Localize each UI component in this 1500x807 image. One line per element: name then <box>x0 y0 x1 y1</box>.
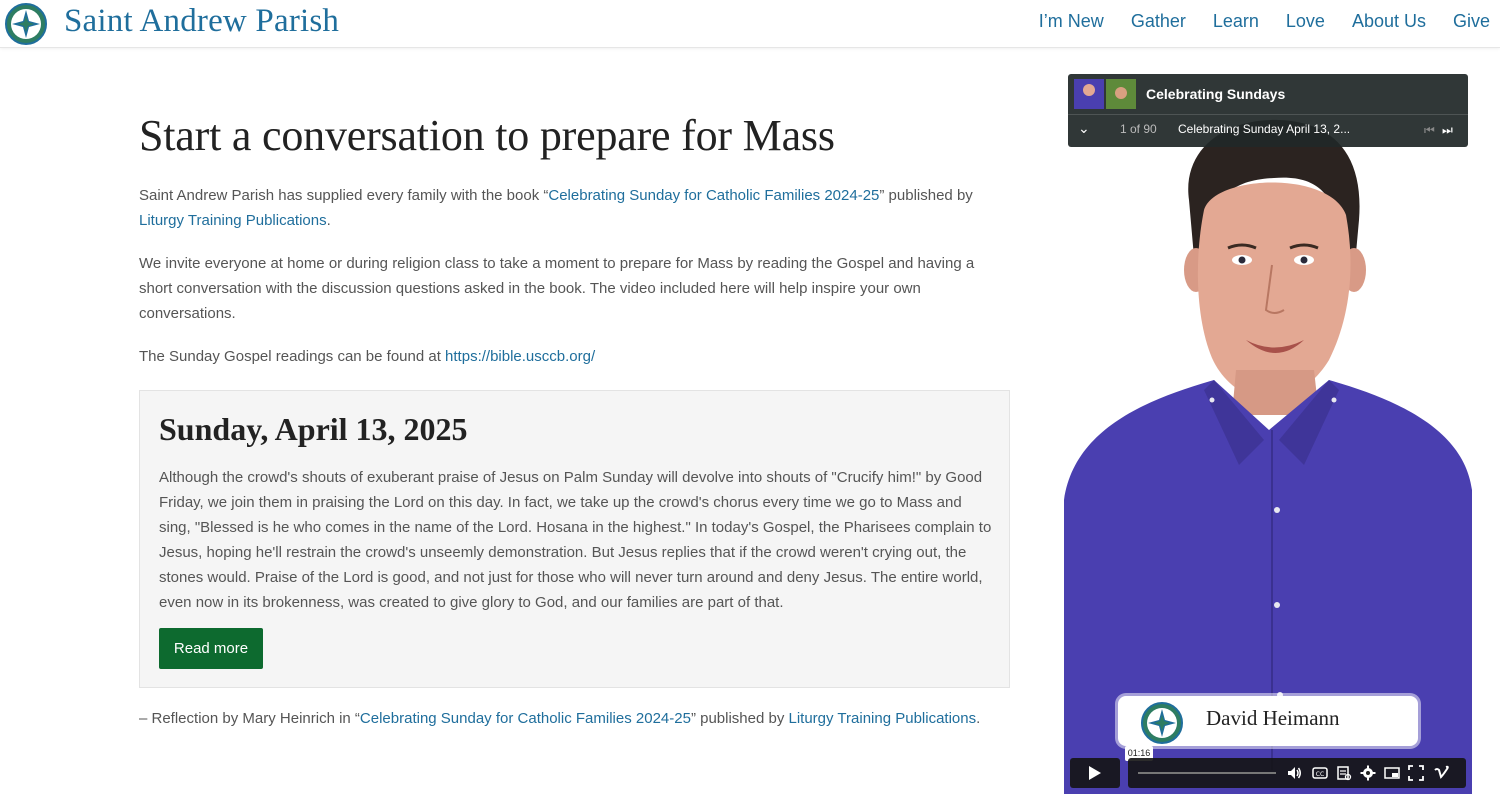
attribution-text-a: – Reflection by Mary Heinrich in “ <box>139 710 360 727</box>
reflection-date: Sunday, April 13, 2025 <box>159 411 468 447</box>
gospel-text: The Sunday Gospel readings can be found at <box>139 348 446 365</box>
nav-gather[interactable]: Gather <box>1130 11 1186 31</box>
parish-emblem-icon <box>1140 701 1184 745</box>
book-link[interactable]: Celebrating Sunday for Catholic Families 2024-25 <box>548 187 880 204</box>
play-button[interactable] <box>1070 758 1120 788</box>
fullscreen-icon[interactable] <box>1408 765 1424 781</box>
main-content <box>139 110 1009 369</box>
attribution-text-b: ” published by <box>690 710 789 727</box>
speaker-nameplate <box>1118 696 1418 746</box>
speaker-name: David Heimann <box>1206 706 1340 730</box>
playlist-title: Celebrating Sundays <box>1146 86 1286 102</box>
video-controls <box>1070 758 1466 788</box>
vimeo-icon[interactable] <box>1434 765 1450 781</box>
reflection-card <box>139 390 1010 688</box>
svg-text:CC: CC <box>1315 771 1325 778</box>
volume-icon[interactable] <box>1286 765 1302 781</box>
captions-icon[interactable] <box>1312 765 1328 781</box>
read-more-button[interactable]: Read more <box>159 628 263 669</box>
control-bar <box>1128 758 1466 788</box>
playlist-current-video[interactable]: Celebrating Sunday April 13, 2... <box>1178 122 1351 136</box>
reflection-body: Although the crowd's shouts of exuberant praise of Jesus on Palm Sunday will devolve into shouts of "Crucify him!" by Good Friday, we join them in praising the Lord on this day. In fact, we take up the crowd's chorus every time we go to Mass and sing, "Blessed is he who comes in the name of the Lord. Hosana in the highest." In today's Gospel, the Pharisees complain to Jesus, hoping he'll restrain the crowd's unseemly demonstration. But Jesus replies that if the crowd weren't crying out, the stones would. Praise of the Lord is good, and not just for those who will never turn around and deny Jesus. The entire world, even now in its brokenness, was created to give glory to God, and our families are part of that. <box>159 469 992 611</box>
page-title: Start a conversation to prepare for Mass <box>139 111 835 160</box>
usccb-link[interactable]: https://bible.usccb.org/ <box>445 348 596 365</box>
intro-paragraph <box>139 183 1009 233</box>
play-icon <box>1070 758 1120 788</box>
next-icon[interactable]: ⏭ <box>1442 123 1453 137</box>
chevron-down-icon[interactable]: ⌄ <box>1078 120 1090 136</box>
attribution-publisher-link[interactable]: Liturgy Training Publications <box>788 710 977 727</box>
nav-learn[interactable]: Learn <box>1212 11 1259 31</box>
attribution-book-link[interactable]: Celebrating Sunday for Catholic Families 2024-25 <box>359 710 691 727</box>
video-playlist-bar[interactable] <box>1068 74 1468 147</box>
pip-icon[interactable] <box>1384 765 1400 781</box>
nav-give[interactable]: Give <box>1452 11 1490 31</box>
nav-love[interactable]: Love <box>1285 11 1325 31</box>
publisher-link[interactable]: Liturgy Training Publications <box>139 212 327 229</box>
nav-im-new[interactable]: I’m New <box>1038 11 1104 31</box>
attribution <box>139 708 980 730</box>
playlist-count: 1 of 90 <box>1120 122 1157 136</box>
site-header <box>0 0 1500 48</box>
parish-logo-icon[interactable] <box>4 2 48 46</box>
invite-paragraph: We invite everyone at home or during religion class to take a moment to prepare for Mass by reading the Gospel and having a short conversation with the discussion questions asked in the book. The video included here will help inspire your own conversations. <box>139 255 975 322</box>
video-player[interactable] <box>1064 70 1472 794</box>
main-nav <box>1039 11 1490 32</box>
attribution-text-c: . <box>976 710 981 727</box>
nav-about-us[interactable]: About Us <box>1351 11 1426 31</box>
transcript-icon[interactable] <box>1336 765 1352 781</box>
gospel-paragraph <box>139 344 1009 369</box>
video-frame[interactable] <box>1064 70 1472 794</box>
settings-icon[interactable] <box>1360 765 1376 781</box>
progress-bar[interactable] <box>1138 772 1276 774</box>
time-tooltip: 01:16 <box>1125 746 1153 761</box>
intro-text-b: ” published by <box>879 187 973 204</box>
playlist-thumbnails[interactable] <box>1074 79 1136 109</box>
previous-icon[interactable]: ⏮ <box>1424 123 1435 137</box>
intro-text-a: Saint Andrew Parish has supplied every family with the book “ <box>139 187 549 204</box>
site-title[interactable]: Saint Andrew Parish <box>64 3 340 39</box>
intro-text-c: . <box>326 212 331 229</box>
playlist-divider <box>1068 114 1468 115</box>
